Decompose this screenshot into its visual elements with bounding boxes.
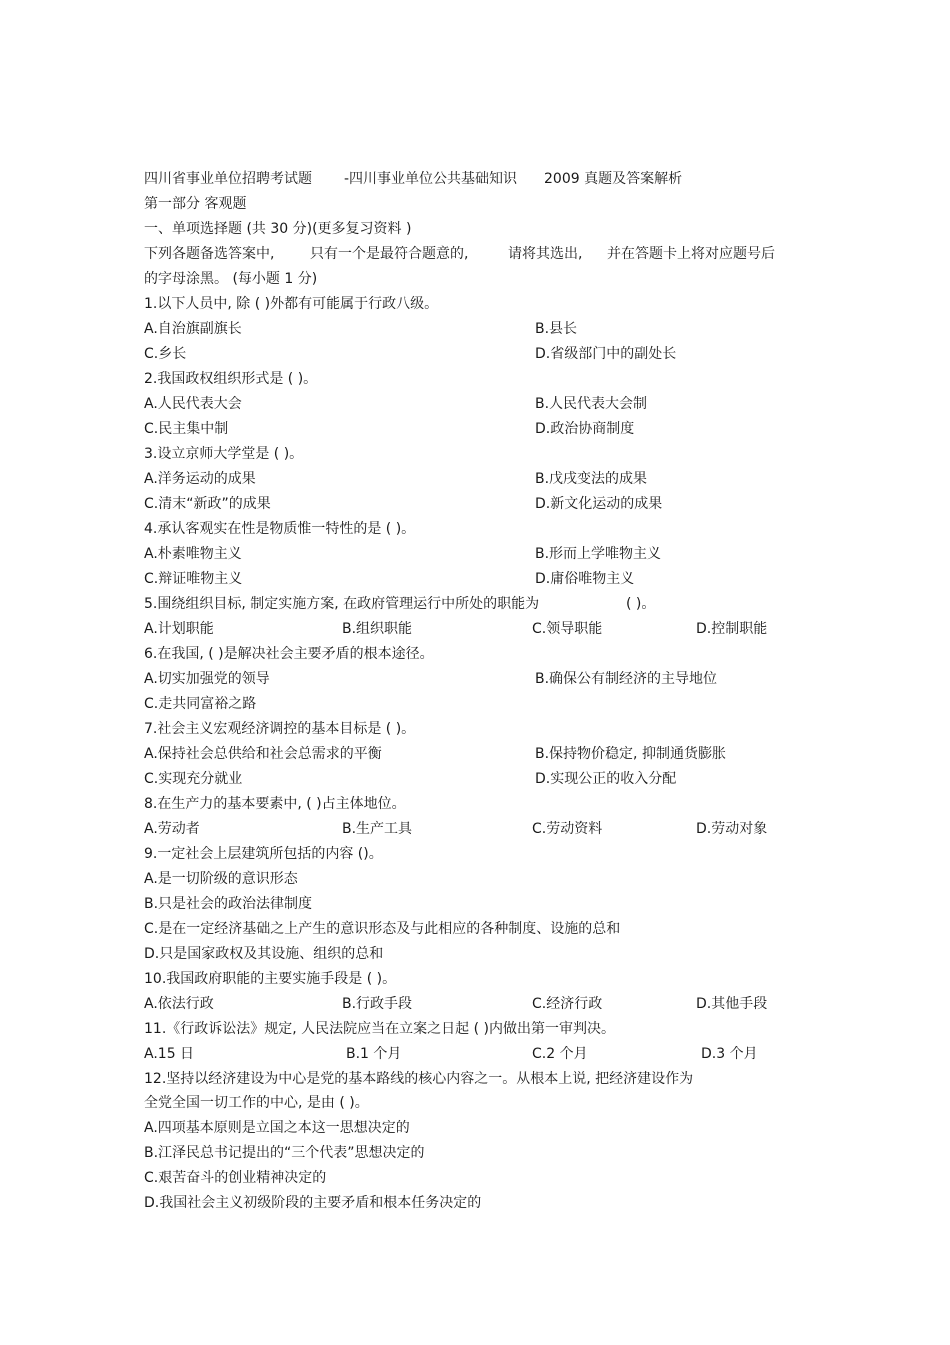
question-4-option-a: A.朴素唯物主义 [144, 546, 242, 562]
question-5-option-c: C.领导职能 [532, 621, 603, 637]
part-heading: 第一部分 客观题 [144, 196, 247, 212]
question-7-option-c: C.实现充分就业 [144, 771, 243, 787]
question-6-stem: 6.在我国, ( )是解决社会主要矛盾的根本途径。 [144, 646, 434, 662]
question-7-stem: 7.社会主义宏观经济调控的基本目标是 ( )。 [144, 721, 416, 737]
section-heading: 一、单项选择题 (共 30 分)(更多复习资料 ) [144, 221, 412, 237]
title-part-3: 2009 真题及答案解析 [544, 171, 683, 187]
question-8-option-a: A.劳动者 [144, 821, 200, 837]
question-4-option-d: D.庸俗唯物主义 [535, 571, 635, 587]
question-1-option-c: C.乡长 [144, 346, 187, 362]
question-5-option-b: B.组织职能 [342, 621, 413, 637]
question-10-stem: 10.我国政府职能的主要实施手段是 ( )。 [144, 971, 397, 987]
question-9-option-a: A.是一切阶级的意识形态 [144, 871, 298, 887]
question-1-option-b: B.县长 [535, 321, 578, 337]
question-2-option-d: D.政治协商制度 [535, 421, 635, 437]
question-11-option-d: D.3 个月 [701, 1046, 758, 1062]
question-3-option-b: B.戊戌变法的成果 [535, 471, 648, 487]
question-2-option-a: A.人民代表大会 [144, 396, 242, 412]
question-11-option-c: C.2 个月 [532, 1046, 588, 1062]
question-4-stem: 4.承认客观实在性是物质惟一特性的是 ( )。 [144, 521, 416, 537]
question-12-option-d: D.我国社会主义初级阶段的主要矛盾和根本任务决定的 [144, 1195, 482, 1211]
question-5-option-d: D.控制职能 [696, 621, 768, 637]
instructions-line-1: 下列各题备选答案中, [144, 246, 275, 262]
question-10-option-a: A.依法行政 [144, 996, 214, 1012]
question-9-option-d: D.只是国家政权及其设施、组织的总和 [144, 946, 384, 962]
question-6-option-c: C.走共同富裕之路 [144, 696, 257, 712]
question-2-option-c: C.民主集中制 [144, 421, 229, 437]
instructions-line-1-b: 只有一个是最符合题意的, [310, 246, 469, 262]
document-title [144, 169, 312, 189]
question-3-stem: 3.设立京师大学堂是 ( )。 [144, 446, 304, 462]
question-1-stem: 1.以下人员中, 除 ( )外都有可能属于行政八级。 [144, 296, 439, 312]
question-7-option-b: B.保持物价稳定, 抑制通货膨胀 [535, 746, 726, 762]
question-8-option-d: D.劳动对象 [696, 821, 768, 837]
question-8-stem: 8.在生产力的基本要素中, ( )占主体地位。 [144, 796, 406, 812]
question-6-option-a: A.切实加强党的领导 [144, 671, 270, 687]
question-10-option-b: B.行政手段 [342, 996, 413, 1012]
question-3-option-c: C.清末“新政”的成果 [144, 496, 271, 512]
instructions-line-2: 的字母涂黑。 (每小题 1 分) [144, 271, 318, 287]
question-8-option-c: C.劳动资料 [532, 821, 603, 837]
question-11-option-b: B.1 个月 [346, 1046, 402, 1062]
question-2-option-b: B.人民代表大会制 [535, 396, 648, 412]
question-12-option-a: A.四项基本原则是立国之本这一思想决定的 [144, 1120, 410, 1136]
question-5-stem-blank: ( )。 [626, 596, 656, 612]
question-7-option-a: A.保持社会总供给和社会总需求的平衡 [144, 746, 382, 762]
question-2-stem: 2.我国政权组织形式是 ( )。 [144, 371, 318, 387]
question-5-option-a: A.计划职能 [144, 621, 214, 637]
question-4-option-b: B.形而上学唯物主义 [535, 546, 662, 562]
question-7-option-d: D.实现公正的收入分配 [535, 771, 677, 787]
question-5-stem: 5.围绕组织目标, 制定实施方案, 在政府管理运行中所处的职能为 [144, 596, 540, 612]
question-6-option-b: B.确保公有制经济的主导地位 [535, 671, 718, 687]
question-3-option-d: D.新文化运动的成果 [535, 496, 663, 512]
question-11-stem: 11.《行政诉讼法》规定, 人民法院应当在立案之日起 ( )内做出第一审判决。 [144, 1021, 615, 1037]
question-12-stem-line-1: 12.坚持以经济建设为中心是党的基本路线的核心内容之一。从根本上说, 把经济建设作为 [144, 1071, 694, 1087]
question-10-option-c: C.经济行政 [532, 996, 603, 1012]
question-3-option-a: A.洋务运动的成果 [144, 471, 256, 487]
question-8-option-b: B.生产工具 [342, 821, 413, 837]
question-12-option-c: C.艰苦奋斗的创业精神决定的 [144, 1170, 327, 1186]
question-4-option-c: C.辩证唯物主义 [144, 571, 243, 587]
question-1-option-d: D.省级部门中的副处长 [535, 346, 677, 362]
question-12-stem-line-2: 全党全国一切工作的中心, 是由 ( )。 [144, 1095, 369, 1111]
question-10-option-d: D.其他手段 [696, 996, 768, 1012]
question-12-option-b: B.江泽民总书记提出的“三个代表”思想决定的 [144, 1145, 425, 1161]
title-part-2: -四川事业单位公共基础知识 [344, 171, 518, 187]
question-1-option-a: A.自治旗副旗长 [144, 321, 242, 337]
instructions-line-1-c: 请将其选出, [508, 246, 583, 262]
question-9-stem: 9.一定社会上层建筑所包括的内容 ()。 [144, 846, 383, 862]
instructions-line-1-d: 并在答题卡上将对应题号后 [607, 246, 775, 262]
question-11-option-a: A.15 日 [144, 1046, 195, 1062]
question-9-option-c: C.是在一定经济基础之上产生的意识形态及与此相应的各种制度、设施的总和 [144, 921, 621, 937]
question-9-option-b: B.只是社会的政治法律制度 [144, 896, 313, 912]
title-part-1: 四川省事业单位招聘考试题 [144, 171, 312, 187]
